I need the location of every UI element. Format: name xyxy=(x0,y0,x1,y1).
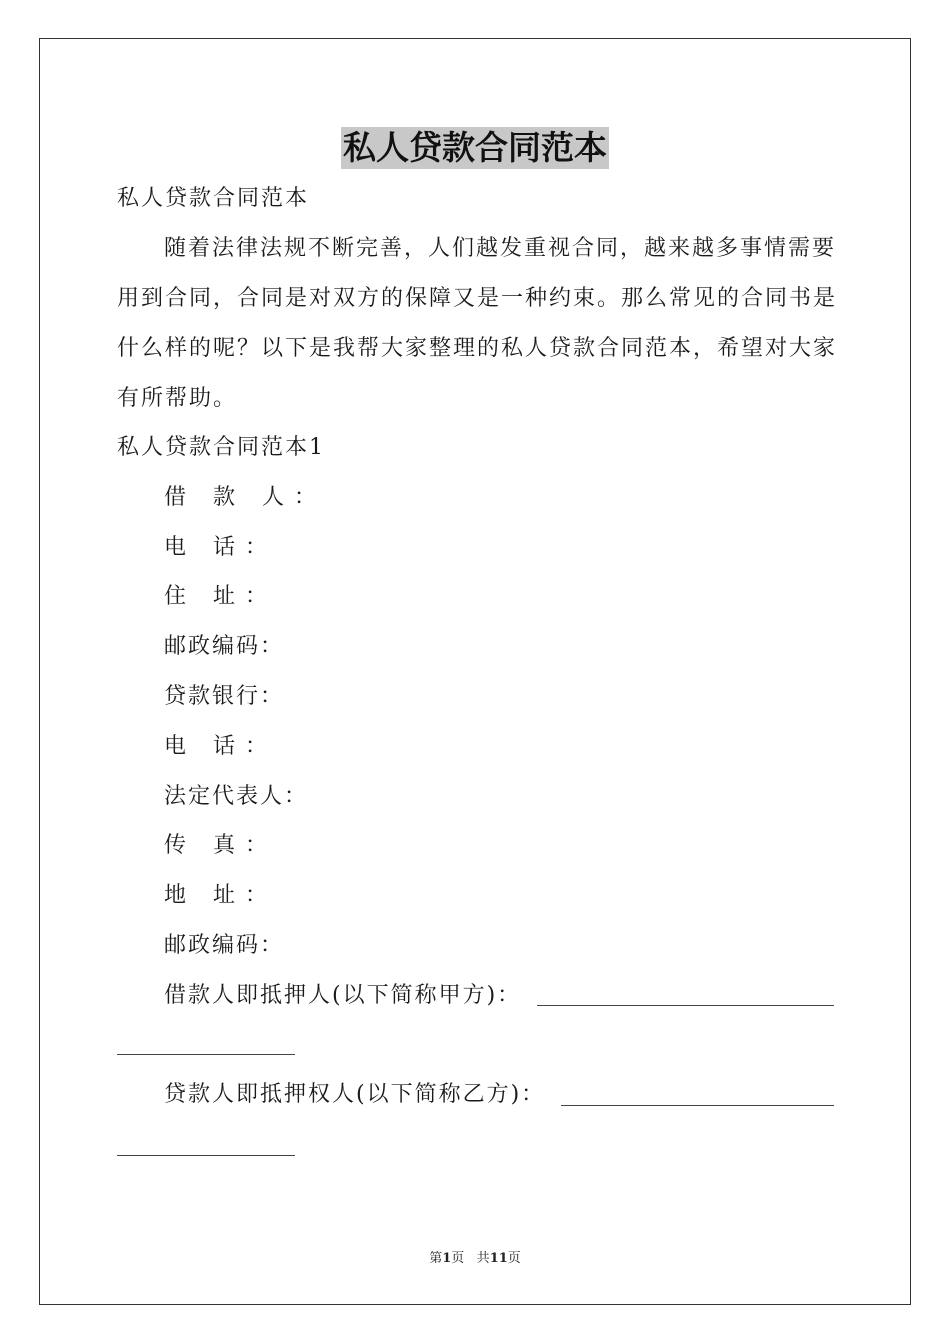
field-address: 住 址： xyxy=(164,584,277,609)
intro-line: 随着法律法规不断完善，人们越发重视合同，越来越多事情需要 xyxy=(164,236,837,261)
intro-line: 有所帮助。 xyxy=(117,386,238,411)
party-b-blank-line xyxy=(561,1105,834,1106)
page-footer xyxy=(0,1247,950,1266)
document-subtitle: 私人贷款合同范本 xyxy=(117,186,310,211)
field-bank-address: 地 址： xyxy=(164,883,277,908)
field-phone: 电 话： xyxy=(164,535,277,560)
footer-total-suffix: 页 xyxy=(507,1251,521,1266)
party-a-label: 借款人即抵押人(以下简称甲方)： xyxy=(164,983,522,1008)
party-a-blank-line-continued xyxy=(117,1054,295,1055)
page-border xyxy=(39,38,911,1305)
intro-line: 什么样的呢？以下是我帮大家整理的私人贷款合同范本，希望对大家 xyxy=(117,336,838,361)
party-b-blank-line-continued xyxy=(117,1155,295,1156)
field-bank-phone: 电 话： xyxy=(164,734,277,759)
field-borrower: 借 款 人： xyxy=(164,485,326,510)
footer-page-suffix: 页 xyxy=(451,1251,465,1266)
footer-page-prefix: 第 xyxy=(429,1251,443,1266)
document-title: 私人贷款合同范本 xyxy=(343,128,607,167)
footer-total-prefix: 共 xyxy=(476,1251,490,1266)
footer-total-pages: 11 xyxy=(489,1251,508,1266)
party-a-blank-line xyxy=(537,1005,834,1006)
party-b-label: 贷款人即抵押权人(以下简称乙方)： xyxy=(164,1082,546,1107)
footer-page-number: 1 xyxy=(442,1251,452,1266)
title-container xyxy=(0,127,950,169)
section-heading: 私人贷款合同范本1 xyxy=(117,435,325,460)
field-postcode: 邮政编码： xyxy=(164,634,285,659)
field-bank-postcode: 邮政编码： xyxy=(164,933,285,958)
field-fax: 传 真： xyxy=(164,833,277,858)
field-legal-representative: 法定代表人： xyxy=(164,784,309,809)
field-lending-bank: 贷款银行： xyxy=(164,684,285,709)
intro-line: 用到合同，合同是对双方的保障又是一种约束。那么常见的合同书是 xyxy=(117,286,838,311)
